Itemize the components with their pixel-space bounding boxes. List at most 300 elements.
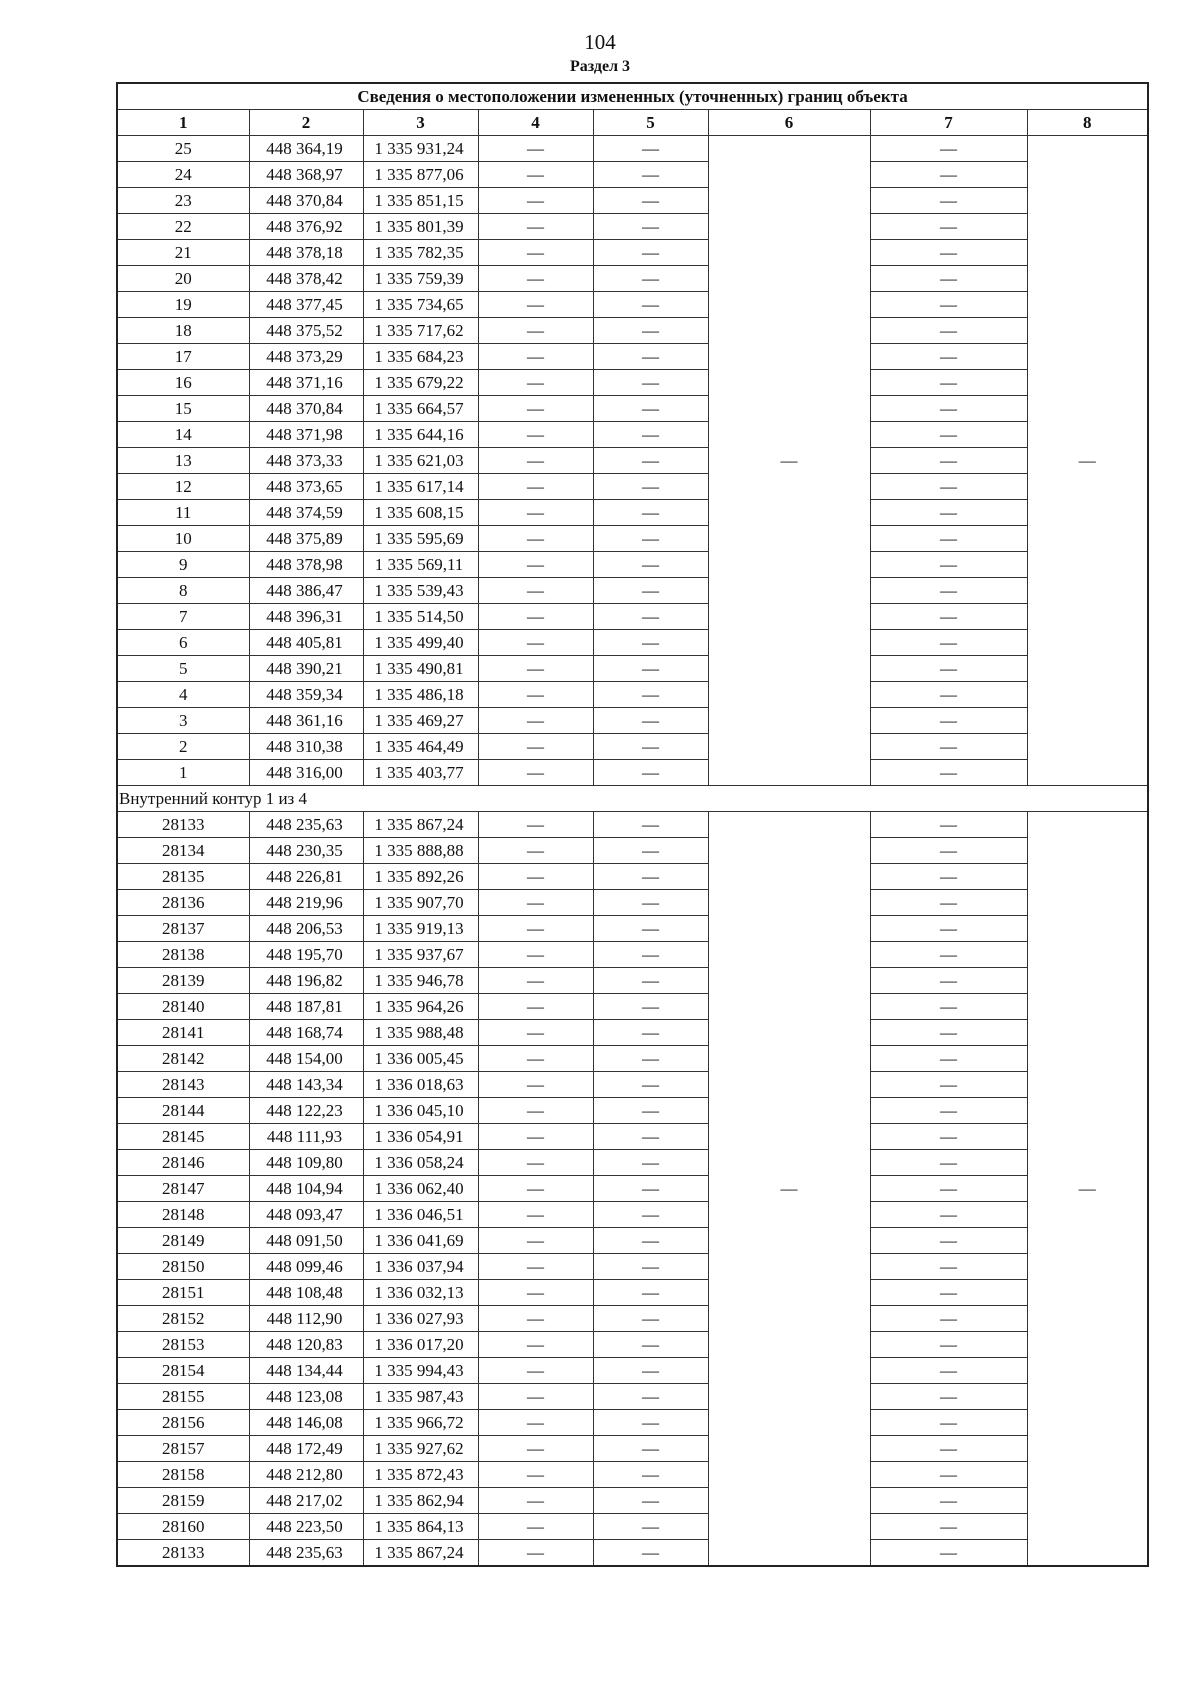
dash-mark: —: [642, 1412, 659, 1432]
coordinate-x: 448 374,59: [249, 500, 363, 526]
dash-mark: —: [642, 736, 659, 756]
column-5-value: [593, 422, 708, 448]
coordinate-x: 448 226,81: [249, 864, 363, 890]
dash-mark: —: [642, 1074, 659, 1094]
dash-mark: —: [527, 1048, 544, 1068]
column-5-value: [593, 526, 708, 552]
coordinate-x: 448 235,63: [249, 812, 363, 838]
table-row: [117, 318, 1148, 344]
dash-mark: —: [642, 1490, 659, 1510]
table-row: [117, 1150, 1148, 1176]
column-number: 8: [1027, 110, 1148, 136]
column-7-value: [870, 552, 1027, 578]
column-4-value: [478, 1176, 593, 1202]
dash-mark: —: [642, 216, 659, 236]
coordinate-x: 448 091,50: [249, 1228, 363, 1254]
column-7-value: [870, 1020, 1027, 1046]
table-row: [117, 1384, 1148, 1410]
dash-mark: —: [527, 138, 544, 158]
column-4-value: [478, 214, 593, 240]
dash-mark: —: [940, 1412, 957, 1432]
column-5-value: [593, 162, 708, 188]
column-5-value: [593, 1124, 708, 1150]
dash-mark: —: [940, 1048, 957, 1068]
coordinate-y: 1 336 062,40: [363, 1176, 478, 1202]
dash-mark: —: [527, 398, 544, 418]
coordinate-y: 1 335 987,43: [363, 1384, 478, 1410]
point-number: 28156: [117, 1410, 249, 1436]
column-5-value: [593, 994, 708, 1020]
coordinate-x: 448 168,74: [249, 1020, 363, 1046]
point-number: 24: [117, 162, 249, 188]
dash-mark: —: [527, 996, 544, 1016]
coordinate-x: 448 230,35: [249, 838, 363, 864]
dash-mark: —: [642, 320, 659, 340]
column-5-value: [593, 1228, 708, 1254]
dash-mark: —: [940, 1386, 957, 1406]
point-number: 23: [117, 188, 249, 214]
column-4-value: [478, 526, 593, 552]
column-4-value: [478, 1280, 593, 1306]
column-5-value: [593, 448, 708, 474]
dash-mark: —: [527, 892, 544, 912]
coordinate-y: 1 335 877,06: [363, 162, 478, 188]
column-5-value: [593, 552, 708, 578]
table-row: [117, 1020, 1148, 1046]
column-7-value: [870, 942, 1027, 968]
table-row: [117, 1436, 1148, 1462]
column-4-value: [478, 1124, 593, 1150]
coordinate-x: 448 120,83: [249, 1332, 363, 1358]
table-row: [117, 864, 1148, 890]
table-row: [117, 474, 1148, 500]
column-5-value: [593, 1514, 708, 1540]
coordinate-y: 1 335 679,22: [363, 370, 478, 396]
dash-mark: —: [527, 1126, 544, 1146]
column-4-value: [478, 370, 593, 396]
column-7-value: [870, 1332, 1027, 1358]
dash-mark: —: [527, 1282, 544, 1302]
dash-mark: —: [527, 1152, 544, 1172]
column-5-value: [593, 136, 708, 162]
column-5-value: [593, 682, 708, 708]
coordinate-y: 1 335 851,15: [363, 188, 478, 214]
dash-mark: —: [642, 1438, 659, 1458]
column-4-value: [478, 292, 593, 318]
dash-mark: —: [940, 1178, 957, 1198]
point-number: 14: [117, 422, 249, 448]
column-4-value: [478, 916, 593, 942]
dash-mark: —: [527, 710, 544, 730]
column-7-value: [870, 968, 1027, 994]
column-5-value: [593, 370, 708, 396]
coordinate-x: 448 112,90: [249, 1306, 363, 1332]
coordinate-x: 448 111,93: [249, 1124, 363, 1150]
column-number: 7: [870, 110, 1027, 136]
dash-mark: —: [527, 684, 544, 704]
column-7-value: [870, 136, 1027, 162]
column-4-value: [478, 266, 593, 292]
dash-mark: —: [527, 814, 544, 834]
dash-mark: —: [642, 1360, 659, 1380]
table-row: [117, 604, 1148, 630]
coordinate-x: 448 310,38: [249, 734, 363, 760]
dash-mark: —: [940, 554, 957, 574]
coordinate-x: 448 206,53: [249, 916, 363, 942]
column-7-value: [870, 266, 1027, 292]
dash-mark: —: [527, 1230, 544, 1250]
table-row: [117, 760, 1148, 786]
table-row: [117, 1124, 1148, 1150]
column-7-value: [870, 656, 1027, 682]
point-number: 3: [117, 708, 249, 734]
coordinate-y: 1 335 734,65: [363, 292, 478, 318]
column-5-value: [593, 1488, 708, 1514]
column-number: 1: [117, 110, 249, 136]
point-number: 28141: [117, 1020, 249, 1046]
dash-mark: —: [527, 242, 544, 262]
dash-mark: —: [642, 1048, 659, 1068]
dash-mark: —: [780, 1178, 798, 1198]
point-number: 5: [117, 656, 249, 682]
column-7-value: [870, 318, 1027, 344]
coordinate-y: 1 335 994,43: [363, 1358, 478, 1384]
point-number: 28158: [117, 1462, 249, 1488]
dash-mark: —: [642, 502, 659, 522]
dash-mark: —: [940, 1204, 957, 1224]
dash-mark: —: [1078, 450, 1096, 470]
dash-mark: —: [642, 892, 659, 912]
coordinate-x: 448 212,80: [249, 1462, 363, 1488]
column-4-value: [478, 1462, 593, 1488]
dash-mark: —: [527, 970, 544, 990]
column-4-value: [478, 1332, 593, 1358]
dash-mark: —: [642, 554, 659, 574]
coordinate-x: 448 373,33: [249, 448, 363, 474]
table-row: [117, 422, 1148, 448]
dash-mark: —: [940, 1022, 957, 1042]
dash-mark: —: [940, 242, 957, 262]
dash-mark: —: [642, 476, 659, 496]
dash-mark: —: [642, 528, 659, 548]
table-row: [117, 838, 1148, 864]
coordinate-x: 448 122,23: [249, 1098, 363, 1124]
point-number: 28143: [117, 1072, 249, 1098]
table-row: [117, 1410, 1148, 1436]
coordinate-x: 448 146,08: [249, 1410, 363, 1436]
coordinate-x: 448 371,98: [249, 422, 363, 448]
dash-mark: —: [642, 762, 659, 782]
dash-mark: —: [642, 684, 659, 704]
point-number: 10: [117, 526, 249, 552]
column-5-value: [593, 1046, 708, 1072]
column-4-value: [478, 838, 593, 864]
dash-mark: —: [940, 658, 957, 678]
table-row: [117, 1046, 1148, 1072]
dash-mark: —: [780, 450, 798, 470]
dash-mark: —: [527, 1204, 544, 1224]
coordinate-x: 448 154,00: [249, 1046, 363, 1072]
dash-mark: —: [940, 398, 957, 418]
dash-mark: —: [527, 606, 544, 626]
table-row: [117, 448, 1148, 474]
dash-mark: —: [527, 476, 544, 496]
dash-mark: —: [940, 710, 957, 730]
point-number: 28148: [117, 1202, 249, 1228]
dash-mark: —: [527, 866, 544, 886]
column-4-value: [478, 1540, 593, 1567]
dash-mark: —: [940, 1464, 957, 1484]
table-row: [117, 266, 1148, 292]
column-7-value: [870, 396, 1027, 422]
dash-mark: —: [642, 1126, 659, 1146]
column-7-value: [870, 1202, 1027, 1228]
column-5-value: [593, 318, 708, 344]
coordinate-y: 1 335 539,43: [363, 578, 478, 604]
column-5-value: [593, 1384, 708, 1410]
dash-mark: —: [642, 970, 659, 990]
column-7-value: [870, 474, 1027, 500]
column-4-value: [478, 890, 593, 916]
column-number-row: [117, 110, 1148, 136]
coordinate-x: 448 187,81: [249, 994, 363, 1020]
coordinate-x: 448 373,65: [249, 474, 363, 500]
column-7-value: [870, 1514, 1027, 1540]
point-number: 28142: [117, 1046, 249, 1072]
table-row: [117, 682, 1148, 708]
point-number: 28150: [117, 1254, 249, 1280]
dash-mark: —: [642, 372, 659, 392]
column-4-value: [478, 812, 593, 838]
dash-mark: —: [527, 632, 544, 652]
coordinates-table: [116, 82, 1149, 1567]
dash-mark: —: [940, 1360, 957, 1380]
dash-mark: —: [642, 580, 659, 600]
dash-mark: —: [940, 138, 957, 158]
dash-mark: —: [527, 658, 544, 678]
dash-mark: —: [527, 502, 544, 522]
column-4-value: [478, 604, 593, 630]
column-7-value: [870, 214, 1027, 240]
coordinate-x: 448 405,81: [249, 630, 363, 656]
column-8-merged-value: [1027, 812, 1148, 1567]
dash-mark: —: [940, 944, 957, 964]
dash-mark: —: [642, 918, 659, 938]
column-7-value: [870, 994, 1027, 1020]
coordinate-x: 448 093,47: [249, 1202, 363, 1228]
table-caption: Сведения о местоположении измененных (уточненных) границ объекта: [117, 83, 1148, 110]
dash-mark: —: [642, 1542, 659, 1562]
column-7-value: [870, 890, 1027, 916]
coordinate-x: 448 371,16: [249, 370, 363, 396]
coordinate-y: 1 335 499,40: [363, 630, 478, 656]
column-6-merged-value: [708, 812, 870, 1567]
column-5-value: [593, 864, 708, 890]
coordinate-y: 1 335 946,78: [363, 968, 478, 994]
column-4-value: [478, 240, 593, 266]
coordinate-x: 448 370,84: [249, 396, 363, 422]
column-7-value: [870, 1124, 1027, 1150]
column-7-value: [870, 1072, 1027, 1098]
dash-mark: —: [642, 840, 659, 860]
coordinate-y: 1 336 058,24: [363, 1150, 478, 1176]
coordinate-y: 1 335 664,57: [363, 396, 478, 422]
table-row: [117, 214, 1148, 240]
dash-mark: —: [940, 840, 957, 860]
dash-mark: —: [642, 866, 659, 886]
coordinate-y: 1 335 469,27: [363, 708, 478, 734]
coordinate-x: 448 195,70: [249, 942, 363, 968]
column-7-value: [870, 1488, 1027, 1514]
dash-mark: —: [527, 268, 544, 288]
column-5-value: [593, 942, 708, 968]
dash-mark: —: [527, 528, 544, 548]
table-row: [117, 344, 1148, 370]
dash-mark: —: [642, 1464, 659, 1484]
dash-mark: —: [527, 1516, 544, 1536]
column-7-value: [870, 292, 1027, 318]
coordinate-x: 448 196,82: [249, 968, 363, 994]
dash-mark: —: [940, 1334, 957, 1354]
table-row: [117, 1254, 1148, 1280]
coordinate-y: 1 335 927,62: [363, 1436, 478, 1462]
column-7-value: [870, 1540, 1027, 1567]
column-5-value: [593, 968, 708, 994]
dash-mark: —: [642, 424, 659, 444]
table-row: [117, 500, 1148, 526]
point-number: 28153: [117, 1332, 249, 1358]
point-number: 28151: [117, 1280, 249, 1306]
coordinate-y: 1 335 684,23: [363, 344, 478, 370]
dash-mark: —: [940, 476, 957, 496]
dash-mark: —: [940, 606, 957, 626]
coordinate-y: 1 335 595,69: [363, 526, 478, 552]
coordinate-x: 448 386,47: [249, 578, 363, 604]
dash-mark: —: [642, 268, 659, 288]
dash-mark: —: [527, 164, 544, 184]
dash-mark: —: [527, 1360, 544, 1380]
coordinate-y: 1 335 966,72: [363, 1410, 478, 1436]
column-7-value: [870, 448, 1027, 474]
column-6-merged-value: [708, 136, 870, 786]
column-5-value: [593, 1462, 708, 1488]
dash-mark: —: [642, 632, 659, 652]
point-number: 28137: [117, 916, 249, 942]
table-row: [117, 1540, 1148, 1567]
coordinate-x: 448 104,94: [249, 1176, 363, 1202]
coordinate-y: 1 335 644,16: [363, 422, 478, 448]
table-row: [117, 188, 1148, 214]
dash-mark: —: [642, 1178, 659, 1198]
coordinate-y: 1 336 045,10: [363, 1098, 478, 1124]
point-number: 28159: [117, 1488, 249, 1514]
dash-mark: —: [940, 320, 957, 340]
coordinate-y: 1 336 032,13: [363, 1280, 478, 1306]
dash-mark: —: [527, 1542, 544, 1562]
table-row: [117, 1306, 1148, 1332]
dash-mark: —: [527, 372, 544, 392]
point-number: 25: [117, 136, 249, 162]
dash-mark: —: [642, 814, 659, 834]
table-row: [117, 1228, 1148, 1254]
dash-mark: —: [527, 918, 544, 938]
column-7-value: [870, 1462, 1027, 1488]
dash-mark: —: [527, 190, 544, 210]
point-number: 28157: [117, 1436, 249, 1462]
table-row: [117, 552, 1148, 578]
column-7-value: [870, 188, 1027, 214]
dash-mark: —: [642, 1256, 659, 1276]
point-number: 2: [117, 734, 249, 760]
dash-mark: —: [527, 580, 544, 600]
point-number: 20: [117, 266, 249, 292]
dash-mark: —: [940, 814, 957, 834]
point-number: 18: [117, 318, 249, 344]
dash-mark: —: [527, 1256, 544, 1276]
column-5-value: [593, 1306, 708, 1332]
column-7-value: [870, 1436, 1027, 1462]
coordinate-x: 448 109,80: [249, 1150, 363, 1176]
coordinate-x: 448 368,97: [249, 162, 363, 188]
column-4-value: [478, 1072, 593, 1098]
dash-mark: —: [940, 164, 957, 184]
column-5-value: [593, 214, 708, 240]
point-number: 28135: [117, 864, 249, 890]
coordinate-y: 1 335 892,26: [363, 864, 478, 890]
dash-mark: —: [527, 1178, 544, 1198]
column-7-value: [870, 1228, 1027, 1254]
column-4-value: [478, 864, 593, 890]
column-7-value: [870, 1150, 1027, 1176]
table-row: [117, 734, 1148, 760]
column-5-value: [593, 838, 708, 864]
coordinate-y: 1 336 037,94: [363, 1254, 478, 1280]
dash-mark: —: [940, 970, 957, 990]
column-5-value: [593, 344, 708, 370]
dash-mark: —: [642, 242, 659, 262]
column-7-value: [870, 500, 1027, 526]
point-number: 28144: [117, 1098, 249, 1124]
coordinate-y: 1 335 867,24: [363, 812, 478, 838]
column-7-value: [870, 526, 1027, 552]
point-number: 28155: [117, 1384, 249, 1410]
table-row: [117, 1072, 1148, 1098]
coordinate-y: 1 335 907,70: [363, 890, 478, 916]
table-row: [117, 1098, 1148, 1124]
dash-mark: —: [940, 1542, 957, 1562]
dash-mark: —: [940, 1516, 957, 1536]
coordinate-x: 448 373,29: [249, 344, 363, 370]
column-7-value: [870, 344, 1027, 370]
column-5-value: [593, 656, 708, 682]
table-row: [117, 890, 1148, 916]
column-4-value: [478, 760, 593, 786]
coordinate-y: 1 335 782,35: [363, 240, 478, 266]
table-row: [117, 240, 1148, 266]
column-5-value: [593, 474, 708, 500]
point-number: 11: [117, 500, 249, 526]
table-row: [117, 916, 1148, 942]
coordinate-x: 448 361,16: [249, 708, 363, 734]
column-4-value: [478, 1202, 593, 1228]
coordinate-x: 448 396,31: [249, 604, 363, 630]
column-5-value: [593, 578, 708, 604]
dash-mark: —: [527, 450, 544, 470]
dash-mark: —: [642, 1386, 659, 1406]
dash-mark: —: [642, 1022, 659, 1042]
column-number: 4: [478, 110, 593, 136]
point-number: 28147: [117, 1176, 249, 1202]
